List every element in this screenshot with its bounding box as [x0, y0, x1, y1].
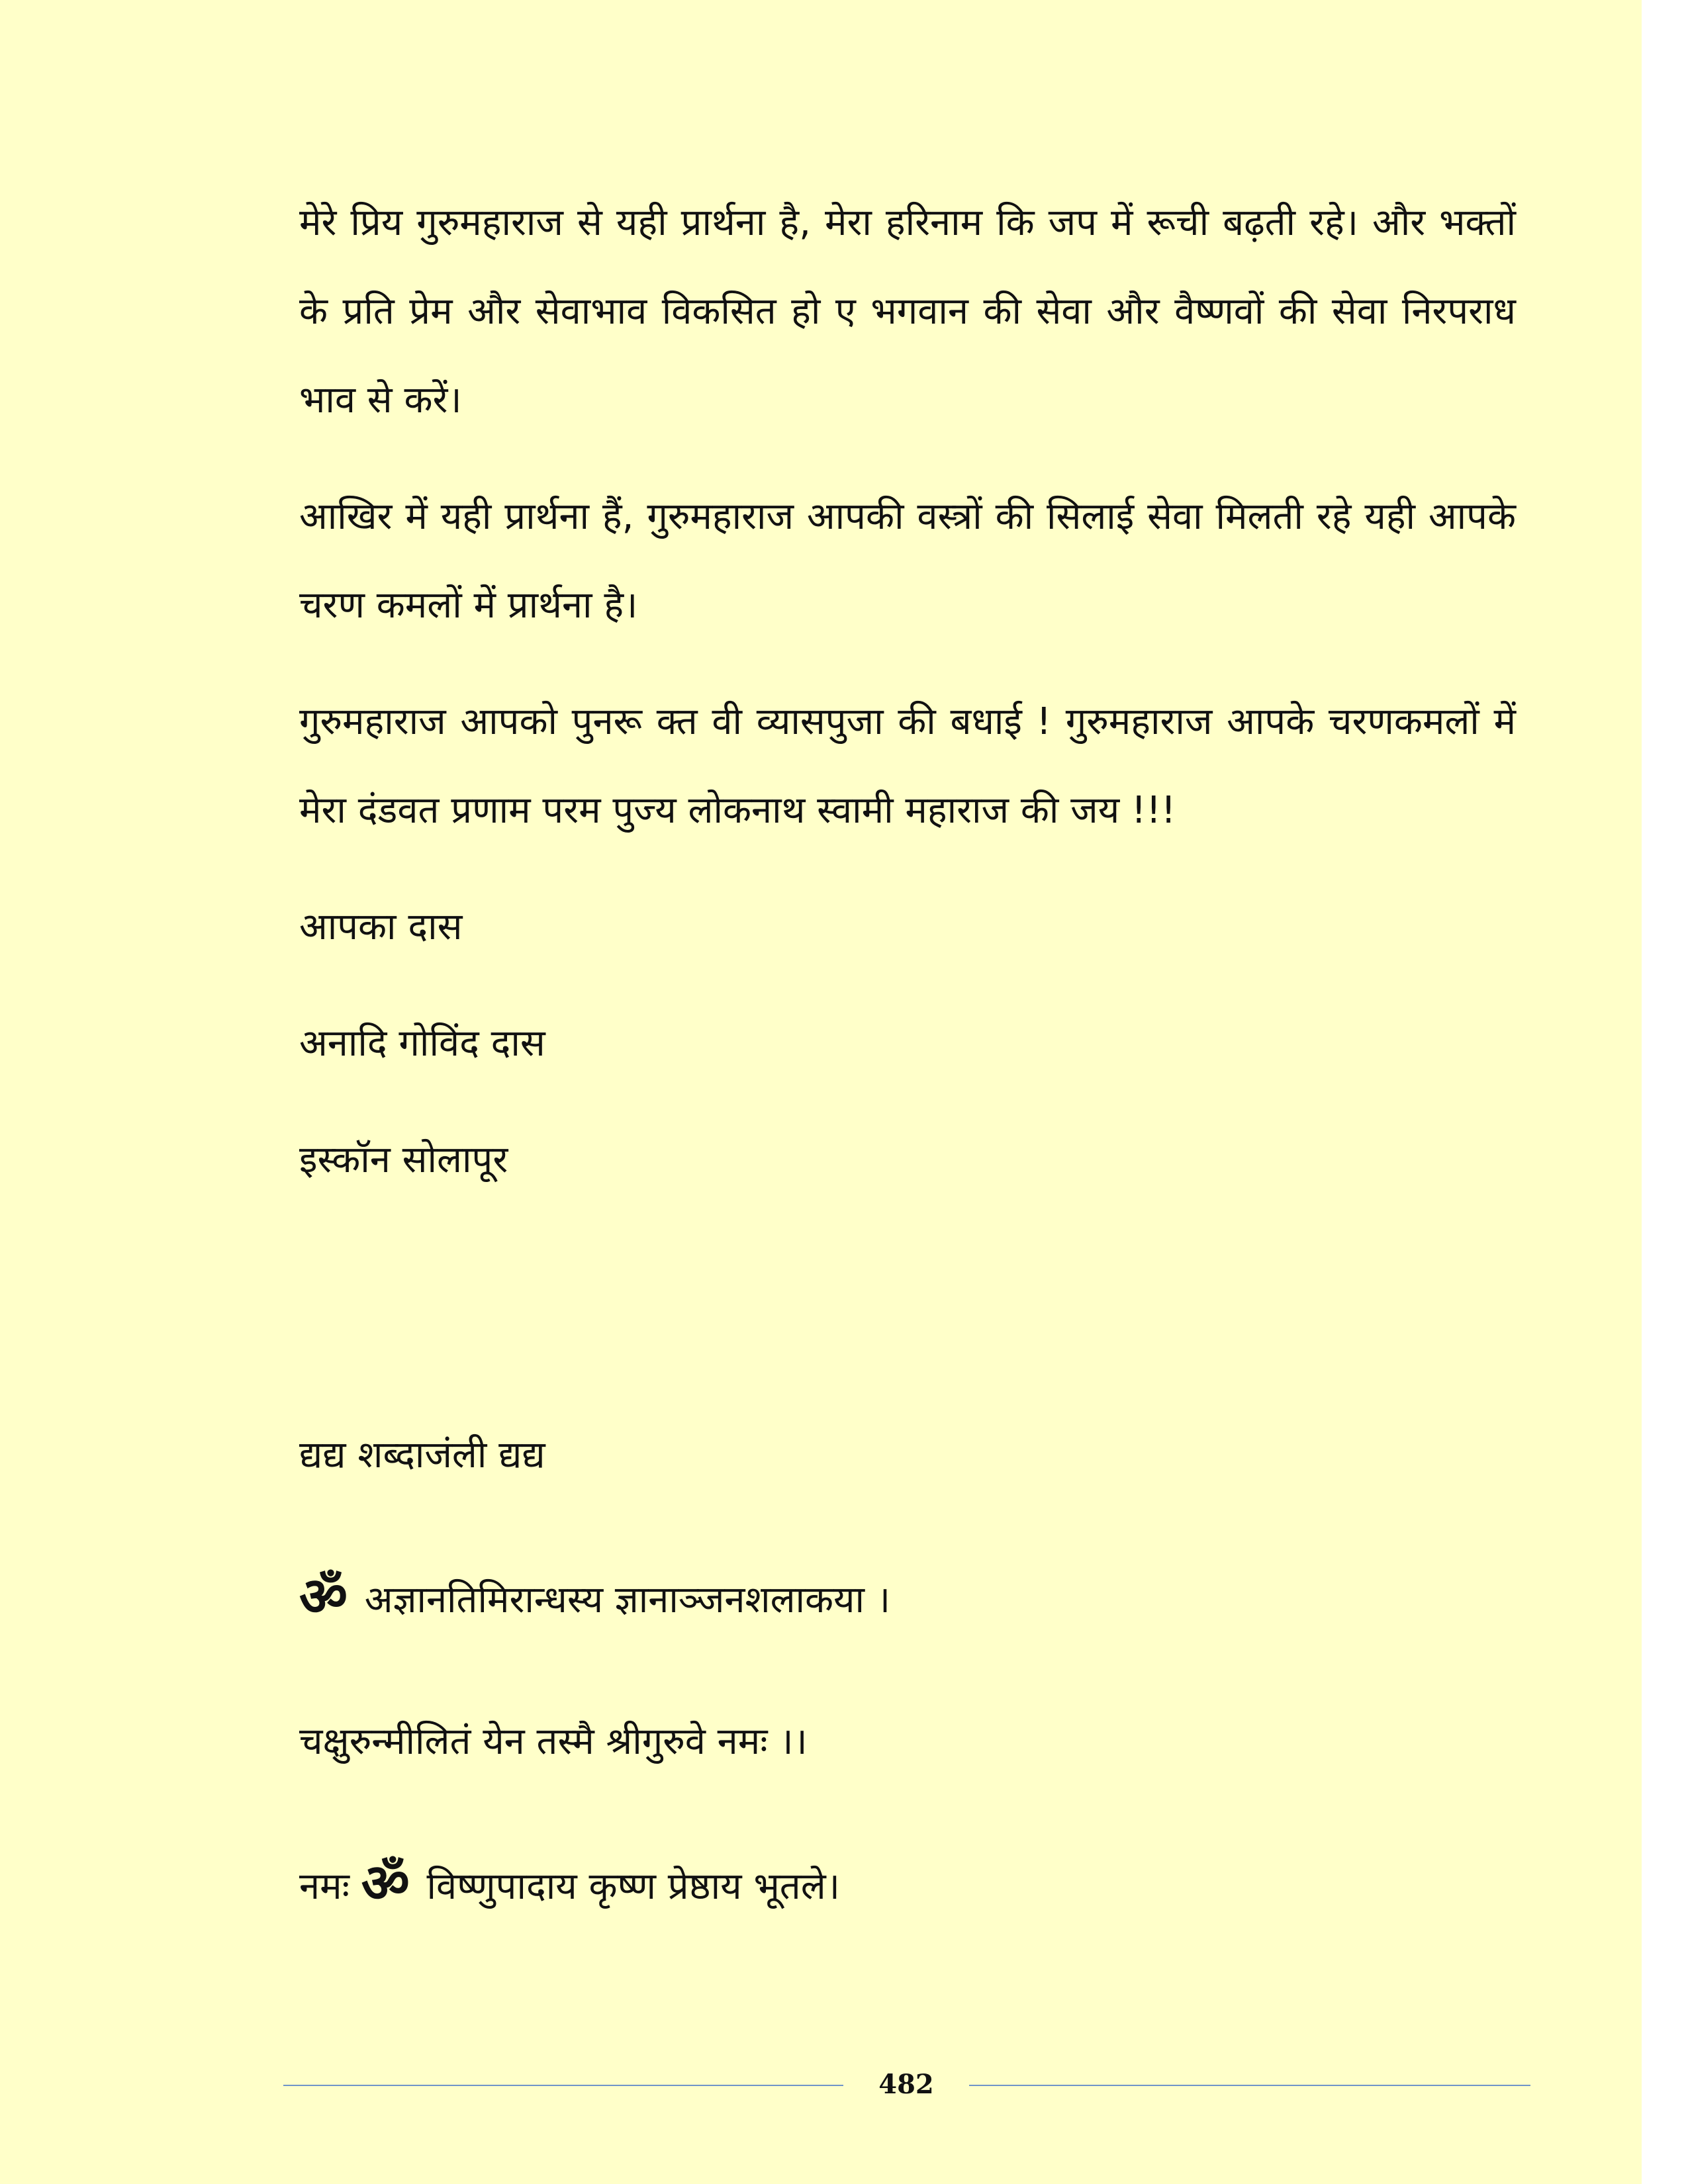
- verse-line-3: [299, 1839, 1516, 1931]
- signature-name: अनादि गोविंद दास: [299, 1022, 545, 1065]
- om-icon: ॐ: [299, 1566, 348, 1627]
- paragraph-greetings: गुरुमहाराज आपको पुनरू क्त वी व्यासपुजा की बधाई ! गुरुमहाराज आपके चरणकमलों में मेरा दंडवत प्रणाम परम पुज्य लोकनाथ स्वामी महाराज की जय !!!: [299, 700, 1516, 832]
- footer-rule-left: [283, 2085, 843, 2086]
- verse-line-3-text: विष्णुपादाय कृष्ण प्रेष्ठाय भूतले।: [426, 1865, 840, 1908]
- verse-line-1-text: अज्ञानतिमिरान्धस्य ज्ञानाञ्जनशलाकया ।: [364, 1578, 891, 1621]
- om-icon: ॐ: [361, 1852, 410, 1914]
- verse-line-1: [299, 1553, 1516, 1645]
- signature-place: इस्कॉन सोलापूर: [299, 1138, 508, 1181]
- page-footer: [283, 2062, 1530, 2108]
- signature-closing: आपका दास: [299, 905, 463, 948]
- page-number: 482: [878, 2069, 934, 2100]
- paragraph-final-prayer: आखिर में यही प्रार्थना हैं, गुरुमहाराज आपकी वस्त्रों की सिलाई सेवा मिलती रहे यही आपके चरण कमलों में प्रार्थना है।: [299, 495, 1516, 627]
- verse-line-2: चक्षुरुन्मीलितं येन तस्मै श्रीगुरुवे नमः ।।: [299, 1720, 808, 1763]
- footer-rule-right: [969, 2085, 1530, 2086]
- verse-line-3-prefix: नमः: [299, 1865, 350, 1908]
- shabdanjali-heading: द्यद्य शब्दाजंली द्यद्य: [299, 1433, 545, 1477]
- paragraph-prayer: मेरे प्रिय गुरुमहाराज से यही प्रार्थना है, मेरा हरिनाम कि जप में रूची बढ़ती रहे। और भक्तों के प्रति प्रेम और सेवाभाव विकसित हो ए भगवान की सेवा और वैष्णवों की सेवा निरपराध भाव से करें।: [299, 201, 1516, 422]
- page-content: [299, 179, 1516, 1931]
